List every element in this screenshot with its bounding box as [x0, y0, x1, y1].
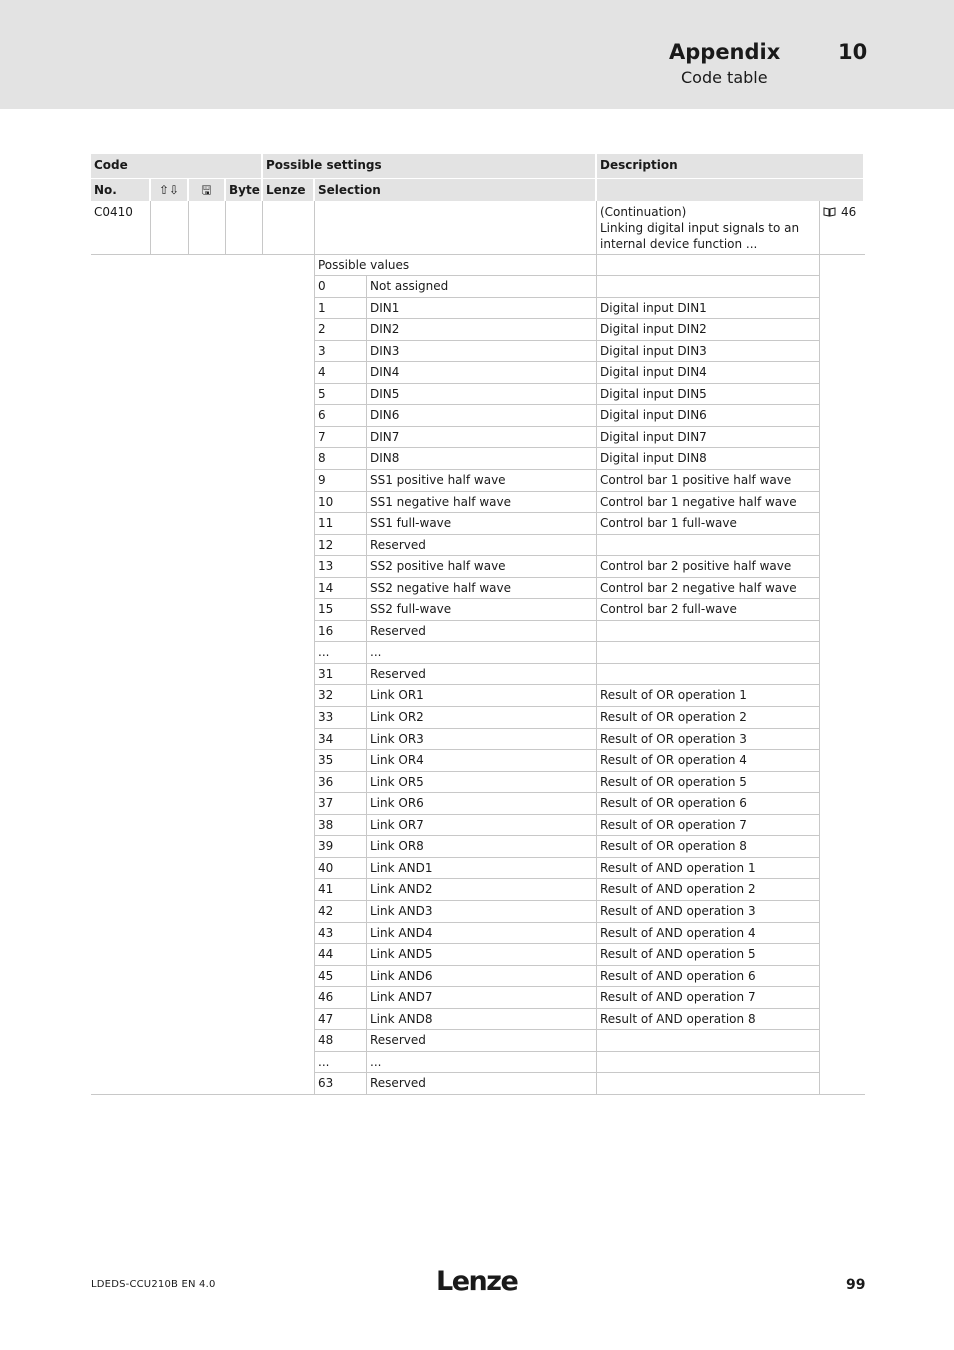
- chapter-number: 10: [838, 40, 868, 64]
- grid-line: [314, 684, 820, 685]
- selection-cell: DIN4: [370, 365, 400, 380]
- value-cell: 37: [318, 796, 334, 811]
- code-description: [597, 201, 819, 254]
- table-row: [91, 965, 865, 987]
- table-row: [91, 534, 865, 556]
- selection-cell: Reserved: [370, 666, 426, 681]
- grid-line: [314, 318, 820, 319]
- value-cell: 32: [318, 688, 334, 703]
- header-description-cont: [597, 179, 863, 201]
- grid-line: [314, 201, 315, 1094]
- value-cell: 44: [318, 947, 334, 962]
- description-cell: Digital input DIN1: [600, 300, 707, 315]
- description-cell: Digital input DIN8: [600, 451, 707, 466]
- description-cell: Control bar 1 full-wave: [600, 516, 737, 531]
- selection-cell: SS1 negative half wave: [370, 494, 511, 509]
- description-cell: Result of OR operation 8: [600, 839, 747, 854]
- grid-line: [314, 534, 820, 535]
- grid-line: [314, 706, 820, 707]
- table-row: [91, 512, 865, 534]
- value-cell: 12: [318, 537, 334, 552]
- value-cell: 4: [318, 365, 326, 380]
- value-cell: 2: [318, 322, 326, 337]
- book-icon: [823, 207, 836, 217]
- selection-cell: SS2 negative half wave: [370, 580, 511, 595]
- value-cell: 16: [318, 623, 334, 638]
- selection-cell: DIN7: [370, 429, 400, 444]
- table-row: [91, 361, 865, 383]
- grid-line: [314, 965, 820, 966]
- grid-line: [225, 201, 226, 254]
- value-cell: 8: [318, 451, 326, 466]
- table-row: [91, 1051, 865, 1073]
- header-selection: Selection: [315, 179, 595, 201]
- table-row: [91, 1072, 865, 1094]
- code-description-line-3: internal device function ...: [600, 237, 758, 251]
- table-row: [91, 404, 865, 426]
- table-row: [91, 318, 865, 340]
- description-cell: Result of OR operation 3: [600, 731, 747, 746]
- table-row: [91, 835, 865, 857]
- description-cell: Digital input DIN6: [600, 408, 707, 423]
- grid-line: [314, 814, 820, 815]
- table-row: [91, 297, 865, 319]
- table-header-row-1: [91, 154, 865, 178]
- grid-line: [314, 491, 820, 492]
- table-row: [91, 340, 865, 362]
- table-row: [91, 857, 865, 879]
- selection-cell: ...: [370, 645, 382, 660]
- grid-line: [314, 835, 820, 836]
- selection-cell: ...: [370, 1054, 382, 1069]
- selection-cell: Link OR4: [370, 753, 424, 768]
- header-possible-settings: Possible settings: [263, 154, 595, 178]
- value-cell: 31: [318, 666, 334, 681]
- table-row: [91, 684, 865, 706]
- description-cell: [597, 1051, 819, 1073]
- table-row: [91, 1008, 865, 1030]
- table-row: [91, 728, 865, 750]
- grid-line: [314, 1051, 820, 1052]
- table-row: [91, 447, 865, 469]
- table-row: [91, 986, 865, 1008]
- description-cell: Control bar 1 negative half wave: [600, 494, 797, 509]
- grid-line: [314, 383, 820, 384]
- selection-cell: DIN5: [370, 386, 400, 401]
- grid-line: [150, 201, 151, 254]
- description-cell: Result of AND operation 1: [600, 860, 756, 875]
- table-row: [91, 641, 865, 663]
- description-cell: Result of AND operation 7: [600, 990, 756, 1005]
- header-description: Description: [597, 154, 863, 178]
- chapter-subtitle: Code table: [681, 68, 768, 87]
- description-cell: Digital input DIN3: [600, 343, 707, 358]
- description-cell: [597, 641, 819, 663]
- selection-cell: DIN6: [370, 408, 400, 423]
- description-cell: [597, 663, 819, 685]
- value-cell: 48: [318, 1033, 334, 1048]
- value-cell: 41: [318, 882, 334, 897]
- grid-line: [314, 447, 820, 448]
- value-cell: 13: [318, 559, 334, 574]
- selection-cell: DIN1: [370, 300, 400, 315]
- value-cell: 33: [318, 710, 334, 724]
- grid-line: [188, 201, 189, 254]
- selection-cell: Not assigned: [370, 279, 449, 293]
- description-cell: Control bar 1 positive half wave: [600, 472, 792, 487]
- selection-cell: Link OR1: [370, 688, 424, 703]
- table-row: [91, 620, 865, 642]
- grid-line: [314, 900, 820, 901]
- value-cell: 1: [318, 300, 326, 315]
- selection-cell: SS2 full-wave: [370, 602, 452, 617]
- grid-line: [314, 361, 820, 362]
- selection-cell: Reserved: [370, 1033, 426, 1048]
- description-cell: Control bar 2 positive half wave: [600, 559, 792, 574]
- table-row: [91, 900, 865, 922]
- description-cell: Result of OR operation 2: [600, 710, 747, 724]
- grid-line: [314, 943, 820, 944]
- selection-cell: Link AND3: [370, 903, 433, 918]
- value-cell: 40: [318, 860, 334, 875]
- grid-line: [314, 922, 820, 923]
- value-cell: 14: [318, 580, 334, 595]
- grid-line: [314, 986, 820, 987]
- value-cell: 34: [318, 731, 334, 746]
- table-row: [91, 814, 865, 836]
- table-row: [91, 749, 865, 771]
- description-cell: Result of AND operation 3: [600, 903, 756, 918]
- selection-cell: SS2 positive half wave: [370, 559, 506, 574]
- selection-cell: Reserved: [370, 623, 426, 638]
- grid-line: [314, 469, 820, 470]
- value-cell: 15: [318, 602, 334, 617]
- selection-cell: Link AND7: [370, 990, 433, 1005]
- table-row: [91, 598, 865, 620]
- description-cell: [597, 1029, 819, 1051]
- description-cell: Digital input DIN4: [600, 365, 707, 380]
- table-row: [91, 469, 865, 491]
- description-cell: [597, 1072, 819, 1094]
- table-row: [91, 663, 865, 685]
- table-row: [91, 706, 865, 728]
- header-code: Code: [91, 154, 261, 178]
- table-header-row-2: [91, 179, 865, 201]
- grid-line: [314, 512, 820, 513]
- table-row: [91, 922, 865, 944]
- value-cell: 36: [318, 774, 334, 789]
- selection-cell: DIN2: [370, 322, 400, 337]
- description-cell: [597, 620, 819, 642]
- selection-cell: DIN8: [370, 451, 400, 466]
- selection-cell: Link AND2: [370, 882, 433, 897]
- grid-line: [819, 201, 820, 1094]
- code-row: [91, 201, 865, 254]
- selection-cell: Link AND1: [370, 860, 433, 875]
- grid-line: [314, 749, 820, 750]
- value-cell: ...: [318, 1054, 330, 1069]
- description-cell: Result of AND operation 6: [600, 968, 756, 983]
- grid-line: [314, 577, 820, 578]
- grid-line: [314, 297, 820, 298]
- selection-cell: Link AND5: [370, 947, 433, 962]
- value-cell: 38: [318, 817, 334, 832]
- value-cell: 5: [318, 386, 326, 401]
- value-cell: 42: [318, 903, 334, 918]
- value-cell: 9: [318, 472, 326, 487]
- grid-line: [314, 340, 820, 341]
- grid-line: [314, 404, 820, 405]
- description-cell: [597, 534, 819, 556]
- header-lenze: Lenze: [263, 179, 313, 201]
- value-cell: 0: [318, 279, 326, 293]
- grid-line: [314, 620, 820, 621]
- footer-doc-id: LDEDS-CCU210B EN 4.0: [91, 1279, 216, 1290]
- grid-line: [596, 201, 597, 1094]
- description-cell: Result of AND operation 4: [600, 925, 756, 940]
- selection-cell: Link OR2: [370, 710, 424, 724]
- value-cell: 3: [318, 343, 326, 358]
- table-row: [91, 577, 865, 599]
- reference-page: 46: [841, 205, 857, 219]
- possible-values-row: [91, 254, 865, 275]
- description-cell: Result of AND operation 2: [600, 882, 756, 897]
- description-cell: Result of OR operation 5: [600, 774, 747, 789]
- selection-cell: Link OR8: [370, 839, 424, 854]
- grid-line: [314, 792, 820, 793]
- value-cell: 35: [318, 753, 334, 768]
- header-no: No.: [91, 179, 149, 201]
- grid-line: [314, 275, 820, 276]
- selection-cell: SS1 full-wave: [370, 516, 452, 531]
- value-cell: 43: [318, 925, 334, 940]
- table-row: [91, 792, 865, 814]
- grid-line: [314, 598, 820, 599]
- grid-line: [314, 857, 820, 858]
- code-number: C0410: [94, 205, 133, 219]
- description-cell: [597, 275, 819, 297]
- table-row: [91, 275, 865, 297]
- selection-cell: Link OR5: [370, 774, 424, 789]
- value-cell: 45: [318, 968, 334, 983]
- code-reference[interactable]: [820, 201, 864, 254]
- description-cell: Result of AND operation 8: [600, 1011, 756, 1026]
- value-cell: 6: [318, 408, 326, 423]
- arrows-icon: ⇧⇩: [151, 179, 187, 201]
- selection-cell: Reserved: [370, 537, 426, 552]
- description-cell: Digital input DIN5: [600, 386, 707, 401]
- page-number: 99: [846, 1277, 866, 1293]
- grid-line: [314, 1008, 820, 1009]
- grid-line: [91, 254, 865, 255]
- selection-cell: SS1 positive half wave: [370, 472, 506, 487]
- save-icon: 🖫: [189, 179, 224, 201]
- chapter-title: Appendix: [669, 40, 781, 64]
- selection-cell: DIN3: [370, 343, 400, 358]
- table-row: [91, 943, 865, 965]
- grid-line: [314, 771, 820, 772]
- description-cell: Digital input DIN2: [600, 322, 707, 337]
- grid-line: [314, 878, 820, 879]
- selection-cell: Reserved: [370, 1076, 426, 1091]
- table-row: [91, 878, 865, 900]
- description-cell: Control bar 2 negative half wave: [600, 580, 797, 595]
- value-cell: ...: [318, 645, 330, 660]
- code-description-line-2: Linking digital input signals to an: [600, 221, 800, 235]
- grid-line: [314, 663, 820, 664]
- grid-line: [314, 426, 820, 427]
- grid-line: [314, 728, 820, 729]
- table-row: [91, 383, 865, 405]
- possible-values-label: Possible values: [318, 258, 410, 272]
- table-bottom-line: [91, 1094, 865, 1095]
- header-byte: Byte: [226, 179, 261, 201]
- table-row: [91, 491, 865, 513]
- selection-cell: Link OR7: [370, 817, 424, 832]
- description-cell: Result of AND operation 5: [600, 947, 756, 962]
- selection-cell: Link OR3: [370, 731, 424, 746]
- selection-cell: Link AND8: [370, 1011, 433, 1026]
- grid-line: [262, 201, 263, 254]
- value-cell: 11: [318, 516, 334, 531]
- table-row: [91, 426, 865, 448]
- table-row: [91, 1029, 865, 1051]
- code-description-line-1: (Continuation): [600, 205, 687, 219]
- selection-cell: Link AND6: [370, 968, 433, 983]
- grid-line: [314, 1029, 820, 1030]
- grid-line: [314, 641, 820, 642]
- value-cell: 47: [318, 1011, 334, 1026]
- value-cell: 10: [318, 494, 334, 509]
- value-cell: 46: [318, 990, 334, 1005]
- table-row: [91, 771, 865, 793]
- header-band: [0, 0, 954, 109]
- value-cell: 39: [318, 839, 334, 854]
- description-cell: Control bar 2 full-wave: [600, 602, 737, 617]
- value-cell: 7: [318, 429, 326, 444]
- table-row: [91, 555, 865, 577]
- selection-cell: Link AND4: [370, 925, 433, 940]
- description-cell: Result of OR operation 1: [600, 688, 747, 703]
- selection-cell: Link OR6: [370, 796, 424, 811]
- grid-line: [314, 555, 820, 556]
- grid-line: [314, 1072, 820, 1073]
- description-cell: Digital input DIN7: [600, 429, 707, 444]
- description-cell: Result of OR operation 6: [600, 796, 747, 811]
- description-cell: Result of OR operation 7: [600, 817, 747, 832]
- lenze-logo: Lenze: [436, 1266, 518, 1297]
- value-cell: 63: [318, 1076, 334, 1091]
- description-cell: Result of OR operation 4: [600, 753, 747, 768]
